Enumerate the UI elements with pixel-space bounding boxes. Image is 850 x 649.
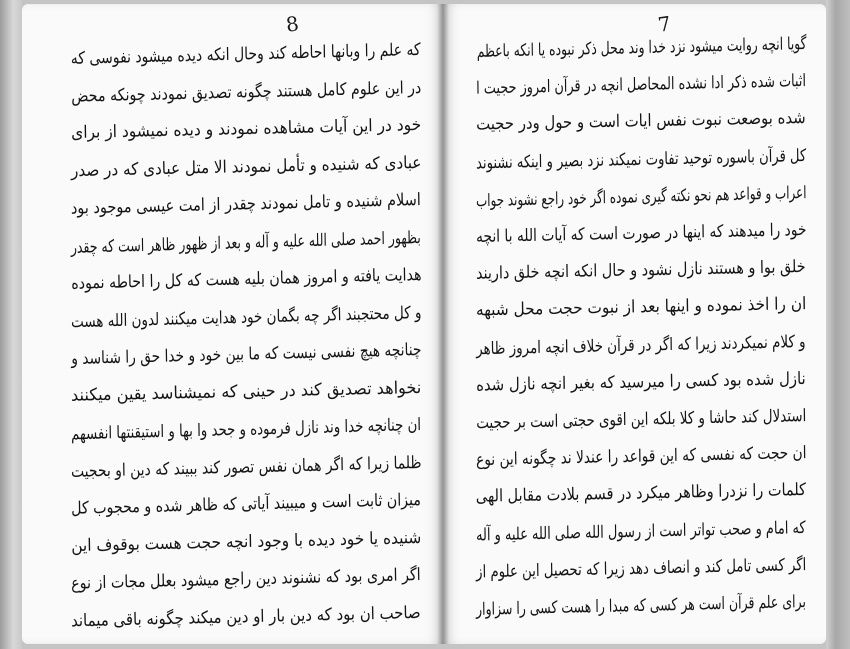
left-page-text bbox=[22, 4, 443, 644]
handwritten-line: ظلما زیرا که اگر همان نفس تصور کند ببیند که دین او بحجیت bbox=[70, 452, 422, 482]
handwritten-line: و کل محتجبند اگر چه بگمان خود هدایت میکنند لدون الله هست bbox=[70, 302, 422, 332]
right-book-edge bbox=[826, 0, 850, 649]
right-page-text bbox=[443, 4, 826, 644]
handwritten-line: که علم را وبانها احاطه کند وحال انکه دیده میشود نفوسی که bbox=[71, 40, 422, 69]
book-gutter bbox=[437, 4, 449, 644]
handwritten-line: شنیده یا خود دیده با وجود انچه حجت هست بوقوف این bbox=[70, 527, 422, 556]
handwritten-line: خود را میدهند که اینها در صورت است که آیات الله با انچه bbox=[475, 220, 807, 248]
handwritten-line: گویا انچه روایت میشود نزد خدا وند محل ذکر نبوده یا انکه باعظم bbox=[476, 34, 807, 62]
handwritten-line: اثبات شده ذکر ادا نشده المحاصل انچه در قرآن امروز حجیت ا bbox=[476, 71, 807, 99]
handwritten-line: ان چنانچه خدا وند نازل فرموده و جحد وا بها و استیقنتها انفسهم bbox=[70, 415, 422, 445]
handwritten-line: اگر امری بود که نشنوند دین راجع میشود بعلل مجات از نوع bbox=[71, 565, 422, 594]
handwritten-line: اسلام شنیده و تامل نمودند چقدر از امت عیسی موجود بود bbox=[70, 190, 422, 219]
left-book-edge bbox=[0, 0, 22, 649]
handwritten-line: میزان ثابت است و میبیند آیاتی که ظاهر شده و محجوب کل bbox=[71, 490, 422, 519]
handwritten-line: و کلام نمیکردند زیرا که اگر در قرآن خلاف انچه امروز ظاهر bbox=[476, 331, 807, 359]
handwritten-line: چنانچه هیچ نفسی نیست که ما بین خود و خدا حق را شناسد و bbox=[70, 340, 422, 370]
handwritten-line: ان را اخذ نموده و اینها بعد از نبوت حجت محل شبهه bbox=[475, 294, 807, 321]
handwritten-line: خلق بوا و هستند نازل نشود و حال انکه انچه خلق داریند bbox=[476, 257, 807, 284]
handwritten-line: نازل شده بود کسی را میرسید که بغیر انچه نازل شده bbox=[476, 368, 807, 396]
handwritten-line: که امام و صحب تواتر است از رسول الله صلی الله علیه و آله bbox=[476, 517, 807, 546]
handwritten-line: برای علم قرآن است هر کسی که مبدا را هست کسی را سزاوار bbox=[475, 592, 807, 620]
handwritten-line: استدلال کند حاشا و کلا بلکه این اقوی حجتی است بر حجیت bbox=[475, 406, 807, 434]
handwritten-line: کلمات را نزدرا وظاهر میکرد در قسم بلادت مقابل الهی bbox=[475, 480, 807, 508]
handwritten-line: ان حجت که نفسی که این قواعد را عندلا ند چگونه این نوع bbox=[475, 443, 807, 471]
handwritten-line: کل قرآن باسوره توحید تفاوت نمیکند نزد بصیر و اینکه نشنوند bbox=[475, 145, 807, 174]
handwritten-line: در این علوم کامل هستند چگونه تصدیق نمودند چونکه محض bbox=[70, 77, 422, 107]
right-page bbox=[443, 4, 826, 644]
handwritten-line: هدایت یافته و امروز همان بلیه هست که کل را احاطه نموده bbox=[70, 265, 422, 294]
left-page-number: 8 bbox=[284, 11, 301, 37]
handwritten-line: بظهور احمد صلی الله علیه و آله و بعد از ظهور ظاهر است که چقدر bbox=[70, 227, 422, 258]
handwritten-line: عبادی که شنیده و تأمل نمودند الا متل عبادی که در صدر bbox=[70, 152, 422, 181]
left-page bbox=[22, 4, 443, 644]
handwritten-line: اگر کسی تامل کند و انصاف دهد زیرا که تحصیل این علوم از bbox=[475, 554, 807, 583]
handwritten-line: صاحب ان بود که دین بار او دین میکند چگونه باقی میماند bbox=[71, 602, 422, 631]
handwritten-line: اعراب و قواعد هم نحو نکته گیری نموده اگر خود راجع نشوند جواب bbox=[475, 182, 807, 212]
right-page-number: 7 bbox=[656, 11, 673, 37]
handwritten-line: نخواهد تصدیق کند در حینی که نمیشناسد یقین میکنند bbox=[70, 377, 422, 406]
handwritten-line: خود در این آیات مشاهده نمودند و دیده نمیشود از برای bbox=[70, 115, 422, 144]
handwritten-line: شده بوصعت نبوت نفس ایات است و حول ودر حجیت bbox=[476, 108, 807, 135]
